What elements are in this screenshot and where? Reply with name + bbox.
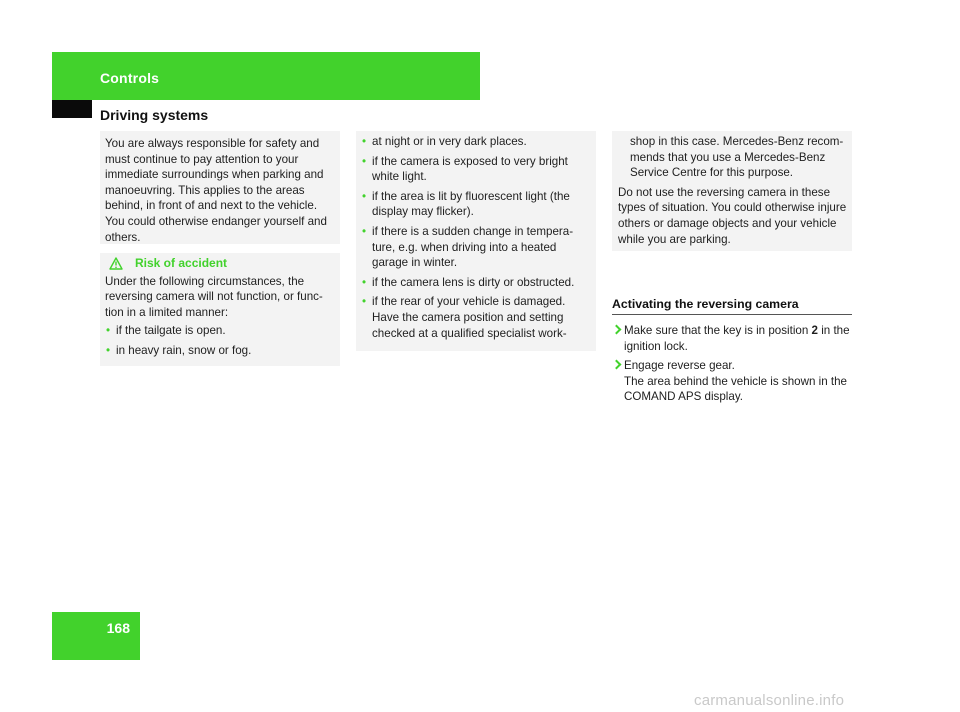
warning-continuation-text: shop in this case. Mercedes-Benz recom-mends that you use a Mercedes-Benz Service Centre for this purpose. (630, 135, 844, 180)
list-item: • if the camera lens is dirty or obstructed. (361, 275, 593, 291)
step-text: Engage reverse gear. (624, 359, 735, 373)
warning-box-continued (356, 131, 596, 351)
section-subtitle: Driving systems (100, 107, 209, 123)
safety-note-box (100, 131, 340, 244)
page-number-box (52, 612, 140, 660)
activation-steps (612, 323, 856, 409)
list-item: • if the rear of your vehicle is damaged. Have the camera position and setting checked at a qualified specialist work- (361, 294, 593, 341)
list-item: • if the tailgate is open. (105, 323, 336, 339)
list-item: • if the area is lit by fluorescent light (the display may flicker). (361, 189, 593, 220)
section-tab-marker (52, 100, 92, 118)
step-text: Make sure that the key is in position (624, 324, 812, 337)
warning-conditions-list-continued (361, 134, 593, 341)
step-item (612, 323, 856, 354)
warning-header (105, 256, 336, 272)
watermark: carmanualsonline.info (694, 692, 845, 709)
warning-triangle-icon (109, 257, 123, 270)
warning-closing-text: Do not use the reversing camera in these types of situation. You could otherwise injure others or damage objects and your vehicle while you are parking. (618, 185, 847, 246)
activation-section-title: Activating the reversing camera (612, 297, 799, 311)
warning-intro: Under the following circumstances, the reversing camera will not function, or func-tion in a limited manner: (105, 274, 323, 319)
step-item (612, 358, 856, 405)
step-text: in the ignition lock. (624, 324, 850, 353)
safety-note-text: You are always responsible for safety and must continue to pay attention to your immediate surroundings when parking and manoeuvring. This applies to the areas behind, in front of and next to the vehicle. You could otherwise endanger yourself and others. (105, 137, 327, 244)
list-item: • at night or in very dark places. (361, 134, 593, 150)
page-number: 168 (106, 620, 130, 636)
warning-conditions-list (105, 323, 336, 358)
list-item: • if the camera is exposed to very bright white light. (361, 154, 593, 185)
warning-box (100, 253, 340, 366)
key-position-value: 2 (811, 324, 818, 337)
section-divider (612, 314, 852, 315)
list-item: • if there is a sudden change in tempera-ture, e.g. when driving into a heated garage in winter. (361, 224, 593, 271)
step-result-text: The area behind the vehicle is shown in the COMAND APS display. (624, 374, 847, 404)
warning-title: Risk of accident (135, 256, 228, 270)
chapter-title: Controls (100, 70, 160, 86)
list-item: • in heavy rain, snow or fog. (105, 343, 336, 359)
warning-box-end (612, 131, 852, 251)
